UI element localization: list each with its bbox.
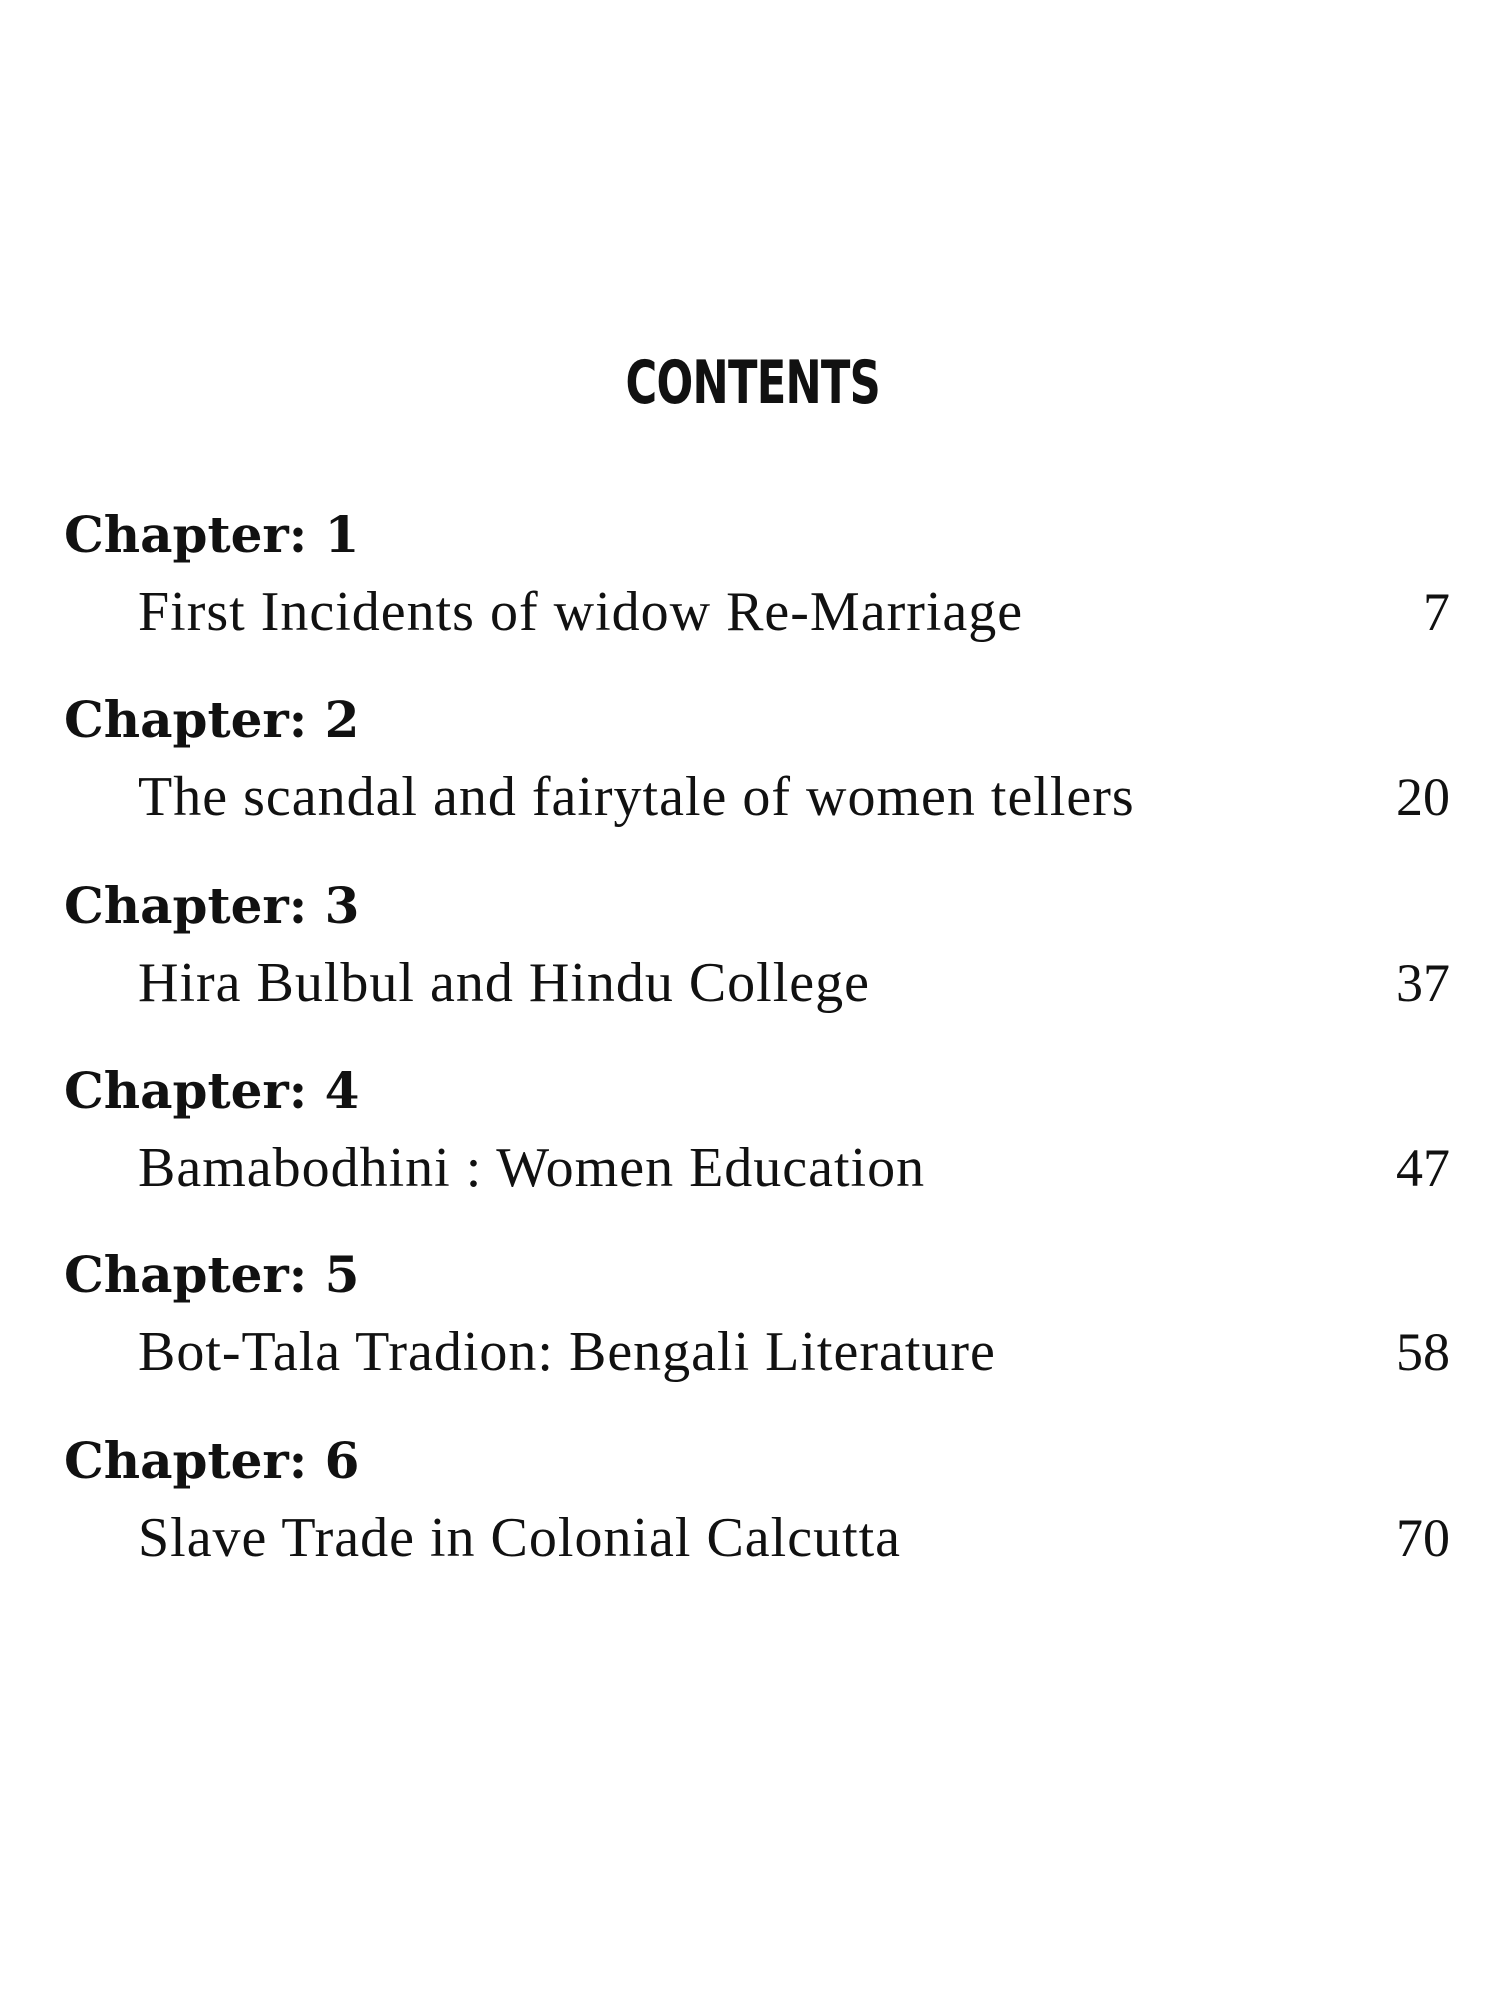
chapter-label: Chapter: 2 [64,690,360,749]
chapter-page-number: 20 [1396,767,1450,827]
chapter-title: First Incidents of widow Re-Marriage [138,581,1024,643]
chapter-page-number: 37 [1396,953,1450,1013]
toc-entry-chapter-5 [0,1245,1500,1420]
toc-entry-chapter-4 [0,1061,1500,1236]
chapter-label: Chapter: 5 [64,1245,360,1304]
chapter-label: Chapter: 1 [64,505,360,564]
toc-entry-chapter-3 [0,876,1500,1051]
chapter-title: Slave Trade in Colonial Calcutta [138,1507,902,1569]
chapter-title: Bamabodhini : Women Education [138,1137,926,1199]
chapter-page-number: 58 [1396,1322,1450,1382]
toc-entry-chapter-6 [0,1431,1500,1606]
chapter-label: Chapter: 3 [64,876,360,935]
chapter-title: Bot-Tala Tradion: Bengali Literature [138,1321,996,1383]
chapter-label: Chapter: 4 [64,1061,360,1120]
chapter-page-number: 47 [1396,1138,1450,1198]
chapter-title: Hira Bulbul and Hindu College [138,952,871,1014]
toc-entry-chapter-1 [0,505,1500,680]
page-title: CONTENTS [625,348,881,418]
toc-entry-chapter-2 [0,690,1500,865]
chapter-page-number: 70 [1396,1508,1450,1568]
chapter-label: Chapter: 6 [64,1431,360,1490]
chapter-title: The scandal and fairytale of women tellers [138,766,1135,828]
chapter-page-number: 7 [1423,582,1450,642]
